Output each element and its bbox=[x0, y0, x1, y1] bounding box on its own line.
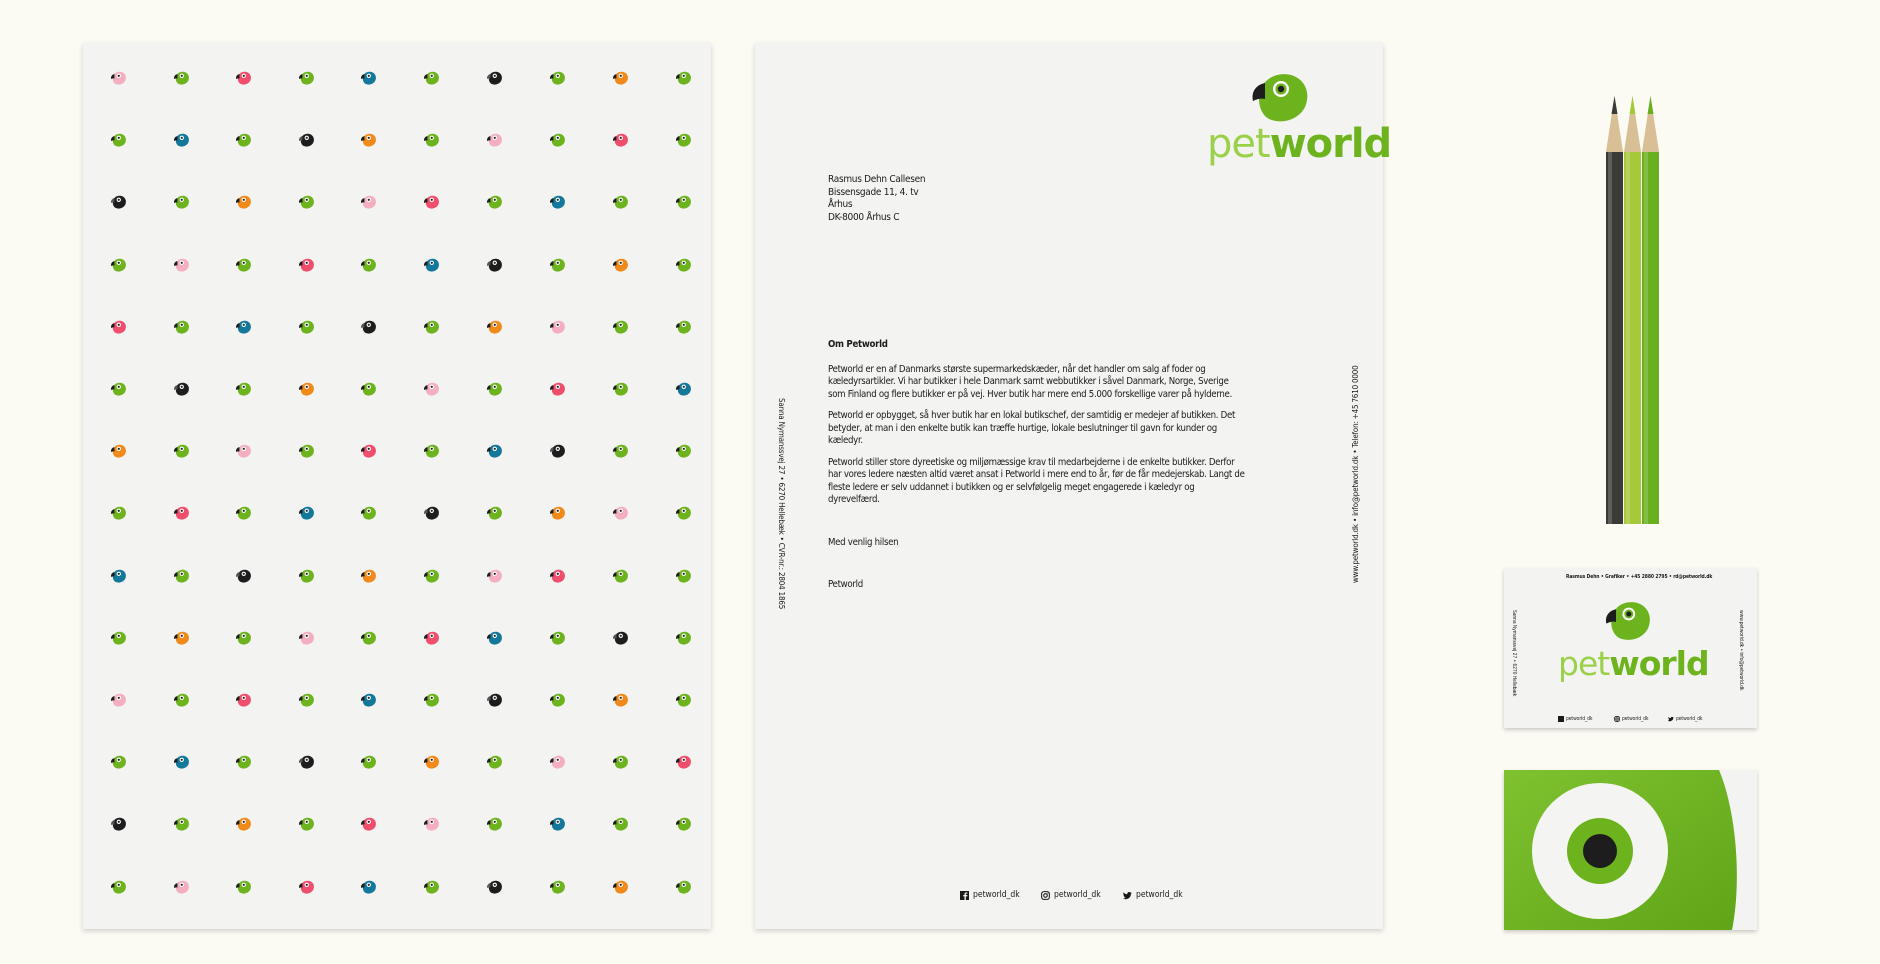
parrot-pattern-icon bbox=[234, 505, 253, 522]
letter-social-facebook[interactable] bbox=[960, 890, 1020, 900]
parrot-pattern-icon bbox=[359, 319, 378, 336]
pencils-illustration bbox=[1600, 92, 1665, 532]
parrot-pattern-icon bbox=[548, 630, 567, 647]
parrot-pattern-icon bbox=[234, 754, 253, 771]
pencil bbox=[1642, 96, 1659, 524]
letter-paragraph: Petworld er en af Danmarks største supermarkedskæder, når det handler om salg af foder og kæledyrsartikler. Vi har butikker i hele Danmark samt webbutikker i såvel Danmark, Norge, Sverige som Finland og flere butikker er på vej. Hver butik har mere end 5.000 forskellige varer på hylderne. bbox=[828, 363, 1233, 400]
parrot-pattern-icon bbox=[359, 630, 378, 647]
parrot-pattern-icon bbox=[234, 132, 253, 149]
parrot-pattern-icon bbox=[548, 132, 567, 149]
parrot-pattern-icon bbox=[297, 630, 316, 647]
parrot-pattern-icon bbox=[297, 754, 316, 771]
parrot-pattern-icon bbox=[422, 692, 441, 709]
parrot-pattern-icon bbox=[548, 505, 567, 522]
parrot-pattern-icon bbox=[548, 257, 567, 274]
parrot-pattern-icon bbox=[422, 319, 441, 336]
parrot-pattern-icon bbox=[674, 505, 693, 522]
parrot-pattern-icon bbox=[172, 630, 191, 647]
parrot-pattern-icon bbox=[485, 505, 504, 522]
address-line: Rasmus Dehn Callesen bbox=[828, 174, 926, 185]
parrot-pattern-icon bbox=[109, 692, 128, 709]
logo-word-pet: pet bbox=[1207, 121, 1270, 167]
parrot-pattern-icon bbox=[548, 879, 567, 896]
letterhead-logo-wordmark bbox=[1207, 121, 1391, 167]
parrot-pattern-icon bbox=[422, 257, 441, 274]
parrot-pattern-icon bbox=[172, 505, 191, 522]
parrot-pattern-icon bbox=[674, 816, 693, 833]
parrot-pattern-icon bbox=[172, 132, 191, 149]
parrot-pattern-icon bbox=[548, 381, 567, 398]
parrot-pattern-icon bbox=[172, 70, 191, 87]
parrot-pattern-icon bbox=[109, 381, 128, 398]
parrot-pattern-icon bbox=[359, 381, 378, 398]
letter-paragraph: Petworld stiller store dyreetiske og miljømæssige krav til medarbejderne i de enkelte butikker. Derfor har vores ledere næsten altid været ansat i Petworld i mere end to år, før de får medejerskab. Langt de fleste ledere er selv uddannet i butikken og er selvfølgelig meget engagerede i kæledyr og dyrevelfærd. bbox=[828, 456, 1245, 505]
parrot-pattern-icon bbox=[109, 70, 128, 87]
address-line: DK-8000 Århus C bbox=[828, 211, 900, 223]
parrot-pattern-icon bbox=[109, 754, 128, 771]
parrot-pattern-icon bbox=[485, 70, 504, 87]
logo-word-world: world bbox=[1269, 121, 1392, 167]
pencil bbox=[1624, 96, 1641, 524]
parrot-pattern-icon bbox=[422, 381, 441, 398]
parrot-pattern-icon bbox=[674, 257, 693, 274]
logo-word-pet: pet bbox=[1558, 644, 1610, 683]
parrot-pattern-icon bbox=[109, 879, 128, 896]
parrot-pattern-icon bbox=[485, 381, 504, 398]
parrot-pattern-icon bbox=[109, 816, 128, 833]
card-social-facebook[interactable] bbox=[1558, 716, 1592, 722]
parrot-pattern-icon bbox=[172, 194, 191, 211]
parrot-pattern-icon bbox=[172, 816, 191, 833]
facebook-icon bbox=[1558, 716, 1564, 722]
parrot-pattern-icon bbox=[234, 319, 253, 336]
instagram-icon bbox=[1041, 891, 1050, 900]
parrot-pattern-icon bbox=[422, 568, 441, 585]
card-logo-wordmark bbox=[1558, 644, 1709, 683]
parrot-pattern-icon bbox=[611, 754, 630, 771]
social-label: petworld_dk bbox=[1676, 716, 1703, 722]
social-label: petworld_dk bbox=[1054, 890, 1101, 900]
parrot-pattern-icon bbox=[422, 816, 441, 833]
card-social-instagram[interactable] bbox=[1614, 716, 1648, 722]
parrot-pattern-icon bbox=[234, 879, 253, 896]
business-card-back bbox=[1504, 770, 1757, 930]
parrot-pattern-icon bbox=[172, 879, 191, 896]
parrot-pattern-icon bbox=[109, 443, 128, 460]
social-label: petworld_dk bbox=[1566, 716, 1593, 722]
instagram-icon bbox=[1614, 716, 1620, 722]
parrot-pattern-icon bbox=[109, 505, 128, 522]
parrot-pattern-icon bbox=[172, 381, 191, 398]
parrot-pattern-icon bbox=[234, 194, 253, 211]
card-parrot-logo-icon bbox=[1600, 598, 1656, 646]
parrot-pattern-icon bbox=[611, 70, 630, 87]
parrot-pattern-icon bbox=[674, 443, 693, 460]
parrot-pattern-icon bbox=[485, 816, 504, 833]
parrot-pattern-icon bbox=[485, 568, 504, 585]
parrot-pattern-icon bbox=[611, 194, 630, 211]
parrot-pattern-icon bbox=[422, 505, 441, 522]
parrot-pattern-icon bbox=[611, 692, 630, 709]
parrot-pattern-icon bbox=[359, 816, 378, 833]
parrot-pattern-icon bbox=[359, 754, 378, 771]
parrot-pattern-icon bbox=[485, 194, 504, 211]
parrot-pattern-icon bbox=[548, 319, 567, 336]
parrot-pattern-icon bbox=[674, 754, 693, 771]
parrot-pattern-icon bbox=[172, 443, 191, 460]
parrot-pattern-icon bbox=[611, 505, 630, 522]
parrot-pattern-icon bbox=[422, 630, 441, 647]
parrot-pattern-icon bbox=[422, 443, 441, 460]
parrot-pattern-icon bbox=[674, 879, 693, 896]
twitter-icon bbox=[1668, 716, 1674, 722]
parrot-pattern-icon bbox=[422, 132, 441, 149]
letter-closing: Med venlig hilsen bbox=[828, 536, 899, 548]
parrot-pattern-icon bbox=[297, 879, 316, 896]
parrot-pattern-icon bbox=[674, 630, 693, 647]
letter-social-twitter[interactable] bbox=[1123, 890, 1183, 900]
parrot-pattern-icon bbox=[297, 443, 316, 460]
parrot-pattern-icon bbox=[611, 568, 630, 585]
parrot-pattern-icon bbox=[297, 816, 316, 833]
parrot-pattern-icon bbox=[172, 754, 191, 771]
parrot-pattern-icon bbox=[611, 816, 630, 833]
parrot-pattern-icon bbox=[548, 568, 567, 585]
parrot-pattern-icon bbox=[359, 692, 378, 709]
parrot-pattern-icon bbox=[172, 692, 191, 709]
parrot-pattern-icon bbox=[611, 443, 630, 460]
letter-left-vertical-text: Sanna Nymanssvej 27 • 6270 Hellebæk • CVR-nr.: 2804 1865 bbox=[777, 398, 786, 610]
parrot-pattern-icon bbox=[297, 132, 316, 149]
parrot-pattern-icon bbox=[548, 194, 567, 211]
letterhead-sheet bbox=[755, 43, 1392, 929]
parrot-pattern-icon bbox=[297, 319, 316, 336]
logo-word-world: world bbox=[1609, 644, 1709, 683]
twitter-icon bbox=[1123, 891, 1132, 900]
parrot-pattern-icon bbox=[485, 319, 504, 336]
parrot-pattern-icon bbox=[297, 692, 316, 709]
parrot-pattern-icon bbox=[234, 816, 253, 833]
parrot-pattern-icon bbox=[359, 132, 378, 149]
parrot-pattern-icon bbox=[422, 754, 441, 771]
parrot-pattern-icon bbox=[674, 568, 693, 585]
parrot-pattern-icon bbox=[359, 568, 378, 585]
parrot-pattern-icon bbox=[359, 505, 378, 522]
facebook-icon bbox=[960, 891, 969, 900]
parrot-pattern-icon bbox=[234, 70, 253, 87]
parrot-pattern-icon bbox=[674, 132, 693, 149]
parrot-pattern-icon bbox=[297, 70, 316, 87]
parrot-pattern-icon bbox=[422, 194, 441, 211]
parrot-pattern-icon bbox=[234, 443, 253, 460]
card-left-vertical-text: Sanna Nymanssvej 27 • 6270 Hellebæk bbox=[1511, 610, 1517, 697]
parrot-pattern-icon bbox=[674, 319, 693, 336]
card-back-eye-graphic bbox=[1504, 770, 1757, 930]
parrot-pattern-icon bbox=[485, 754, 504, 771]
pattern-sheet bbox=[83, 43, 711, 929]
card-right-vertical-text: www.petworld.dk • info@petworld.dk bbox=[1738, 610, 1744, 691]
parrot-pattern-icon bbox=[234, 630, 253, 647]
letter-signature: Petworld bbox=[828, 579, 863, 590]
card-social-twitter[interactable] bbox=[1668, 716, 1702, 722]
parrot-logo-icon bbox=[1245, 69, 1315, 129]
parrot-pattern-icon bbox=[297, 505, 316, 522]
card-top-line: Rasmus Dehn • Grafiker • +45 2880 2795 • rd@petworld.dk bbox=[1566, 574, 1713, 580]
parrot-pattern-icon bbox=[109, 319, 128, 336]
letter-body bbox=[828, 339, 1248, 601]
parrot-pattern-icon bbox=[297, 257, 316, 274]
parrot-pattern-icon bbox=[359, 70, 378, 87]
social-label: petworld_dk bbox=[1622, 716, 1649, 722]
social-label: petworld_dk bbox=[1136, 890, 1183, 900]
letterhead-logo bbox=[1207, 69, 1392, 189]
social-label: petworld_dk bbox=[973, 890, 1020, 900]
parrot-pattern-icon bbox=[109, 257, 128, 274]
parrot-pattern-icon bbox=[109, 132, 128, 149]
parrot-pattern-icon bbox=[611, 381, 630, 398]
parrot-pattern-icon bbox=[422, 879, 441, 896]
parrot-pattern-icon bbox=[674, 70, 693, 87]
parrot-pattern-icon bbox=[548, 816, 567, 833]
address-line: Bissensgade 11, 4. tv bbox=[828, 186, 919, 198]
parrot-pattern-icon bbox=[172, 568, 191, 585]
parrot-pattern-icon bbox=[548, 70, 567, 87]
business-card-front bbox=[1504, 568, 1757, 728]
parrot-pattern-icon bbox=[674, 194, 693, 211]
parrot-pattern-icon bbox=[109, 194, 128, 211]
parrot-pattern-icon bbox=[485, 879, 504, 896]
parrot-pattern-icon bbox=[422, 70, 441, 87]
address-line: Århus bbox=[828, 199, 853, 210]
letter-paragraph: Petworld er opbygget, så hver butik har en lokal butikschef, der samtidig er medejer af butikken. Det betyder, at man i den enkelte butik kan træffe hurtige, lokale beslutninger til gavn for kunder og kæledyr. bbox=[828, 410, 1236, 446]
letter-social-instagram[interactable] bbox=[1041, 890, 1101, 900]
parrot-pattern-icon bbox=[297, 381, 316, 398]
parrot-pattern-icon bbox=[674, 692, 693, 709]
parrot-pattern-icon bbox=[611, 132, 630, 149]
parrot-pattern-icon bbox=[611, 630, 630, 647]
pencil bbox=[1606, 96, 1623, 524]
letter-right-vertical-text: www.petworld.dk • info@petworld.dk • Telefon: +45 7610 0000 bbox=[1351, 365, 1360, 583]
parrot-pattern-icon bbox=[485, 257, 504, 274]
parrot-pattern-icon bbox=[234, 568, 253, 585]
parrot-pattern-icon bbox=[485, 443, 504, 460]
parrot-pattern-icon bbox=[234, 257, 253, 274]
parrot-pattern-icon bbox=[297, 194, 316, 211]
parrot-pattern-icon bbox=[548, 443, 567, 460]
parrot-pattern-icon bbox=[109, 568, 128, 585]
parrot-pattern-icon bbox=[611, 879, 630, 896]
parrot-pattern-icon bbox=[359, 257, 378, 274]
parrot-pattern-icon bbox=[359, 194, 378, 211]
letter-heading: Om Petworld bbox=[828, 339, 888, 350]
parrot-pattern-icon bbox=[234, 692, 253, 709]
parrot-pattern-icon bbox=[172, 257, 191, 274]
parrot-pattern-icon bbox=[297, 568, 316, 585]
parrot-pattern-icon bbox=[674, 381, 693, 398]
parrot-pattern-icon bbox=[548, 754, 567, 771]
parrot-pattern-icon bbox=[359, 443, 378, 460]
recipient-address bbox=[828, 174, 925, 224]
parrot-pattern-icon bbox=[234, 381, 253, 398]
parrot-pattern-icon bbox=[611, 257, 630, 274]
parrot-pattern-icon bbox=[485, 630, 504, 647]
parrot-pattern-icon bbox=[359, 879, 378, 896]
parrot-pattern-icon bbox=[485, 692, 504, 709]
parrot-pattern-icon bbox=[548, 692, 567, 709]
parrot-pattern-icon bbox=[109, 630, 128, 647]
parrot-pattern-icon bbox=[611, 319, 630, 336]
parrot-pattern-icon bbox=[172, 319, 191, 336]
parrot-pattern-icon bbox=[485, 132, 504, 149]
